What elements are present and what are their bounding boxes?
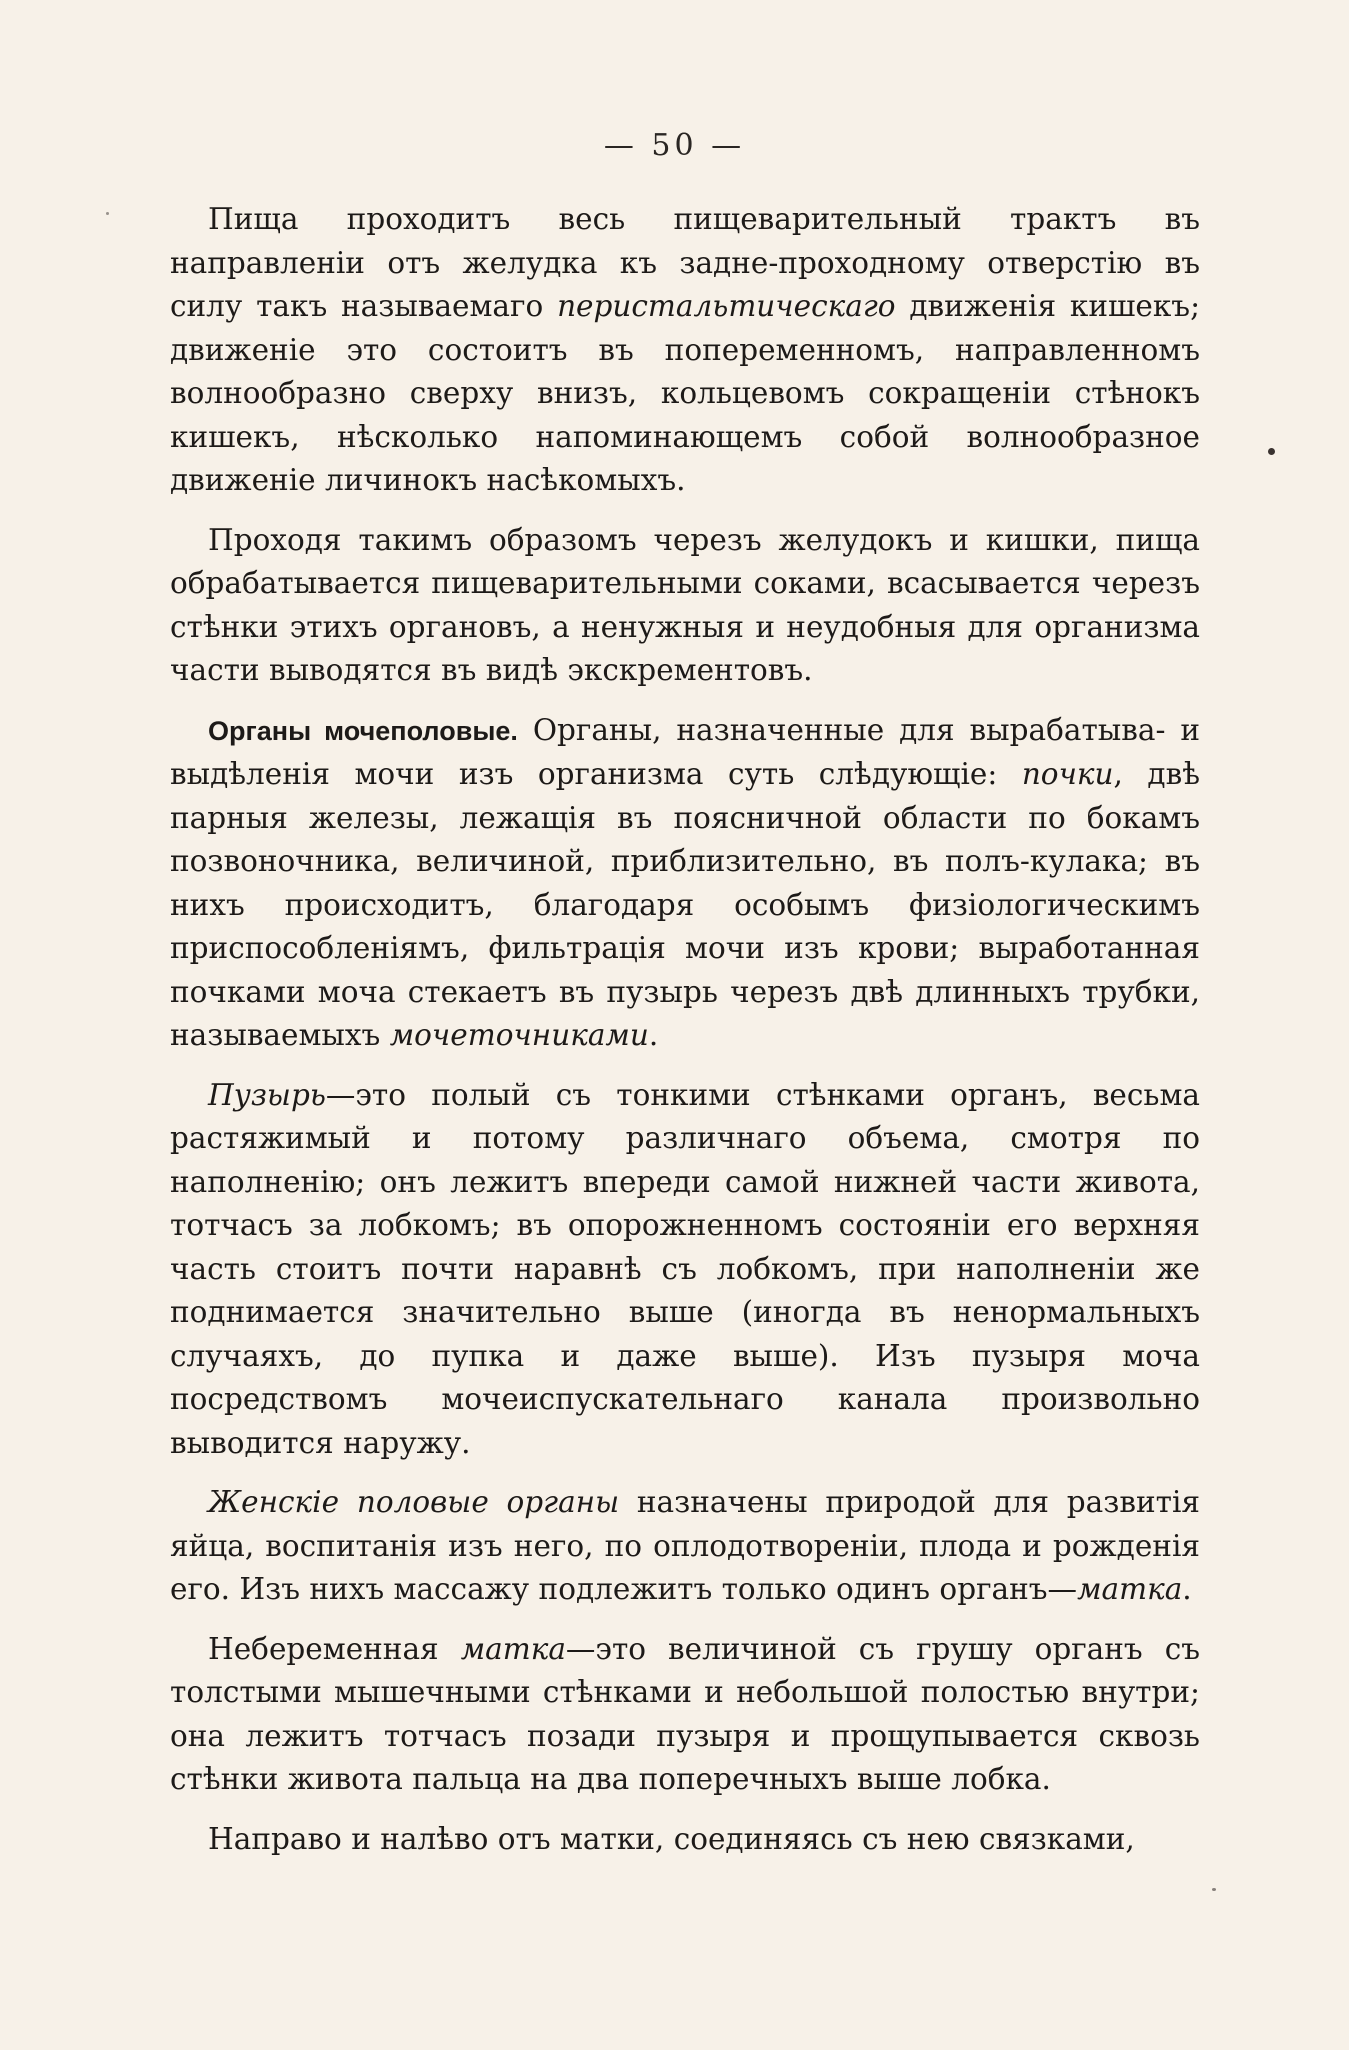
paragraph-continuation: [170, 1818, 1200, 1862]
paragraph-text: Проходя такимъ образомъ черезъ желудокъ и кишки, пища обрабатывается пищеварительными соками, всасывается черезъ стѣнки этихъ органовъ, а ненужныя и неудобныя для организма части выводятся въ видѣ экскрементовъ.: [170, 522, 1200, 687]
page-number: — 50 —: [603, 128, 746, 163]
paragraph-digestion: [170, 198, 1200, 503]
paragraph-urinary-organs: [170, 709, 1200, 1058]
italic-term: матка: [460, 1631, 566, 1666]
paper-speck: [106, 212, 109, 215]
paragraph-text: Небеременная: [208, 1631, 461, 1666]
paragraph-text: , двѣ парныя железы, лежащія въ поясничной области по бокамъ позвоночника, величиной, приблизительно, въ полъ-кулака; въ нихъ происходитъ, благодаря особымъ физіологическимъ приспособленіямъ, фильтрація мочи изъ крови; выработанная почками моча стекаетъ въ пузырь черезъ двѣ длинныхъ трубки, называемыхъ: [170, 757, 1200, 1052]
paper-speck: [1212, 1888, 1216, 1891]
italic-term: матка: [1077, 1572, 1183, 1606]
italic-term: перистальтическаго: [557, 289, 896, 323]
paper-speck: [1268, 448, 1275, 455]
paragraph-text: .: [1182, 1572, 1192, 1606]
paragraph-text: назначены природой для развитія яйца, воспитанія изъ него, по оплодотвореніи, плода и рожденія его. Изъ нихъ массажу подлежитъ только одинъ органъ—: [170, 1485, 1200, 1606]
paragraph-text: —это полый съ тонкими стѣнками органъ, весьма растяжимый и потому различнаго объема, смотря по наполненію; онъ лежитъ впереди самой нижней части живота, тотчасъ за лобкомъ; въ опорожненномъ состояніи его верхняя часть стоитъ почти наравнѣ съ лобкомъ, при наполненіи же поднимается значительно выше (иногда въ ненормальныхъ случаяхъ, до пупка и даже выше). Изъ пузыря моча посредствомъ мочеиспускательнаго канала произвольно выводится наружу.: [170, 1077, 1200, 1460]
section-heading: Органы мочеполовые.: [208, 715, 518, 746]
italic-term: Женскіе половые органы: [208, 1485, 620, 1519]
paragraph-text: Органы, назначенные для вырабатыва- и выдѣленія мочи изъ организма суть слѣдующіе:: [170, 712, 1200, 791]
italic-term: мочеточниками: [389, 1018, 649, 1052]
paragraph-text: —это величиной съ грушу органъ съ толстыми мышечными стѣнками и небольшой полостью внутри; она лежитъ тотчасъ позади пузыря и прощупывается сквозь стѣнки живота пальца на два поперечныхъ выше лобка.: [170, 1631, 1200, 1796]
italic-term: почки: [1021, 757, 1114, 791]
body-text: [170, 198, 1200, 1877]
paragraph-absorption: [170, 519, 1200, 693]
paragraph-text: движенія кишекъ; движеніе это состоитъ въ попеременномъ, направленномъ волнообразно сверху внизъ, кольцевомъ сокращеніи стѣнокъ кишекъ, нѣсколько напоминающемъ собой волнообразное движеніе личинокъ насѣкомыхъ.: [170, 289, 1201, 497]
paragraph-bladder: [170, 1074, 1200, 1466]
paragraph-uterus: [170, 1628, 1200, 1802]
paragraph-text: .: [648, 1018, 659, 1052]
paragraph-text: Направо и налѣво отъ матки, соединяясь съ нею связками,: [208, 1821, 1135, 1856]
paragraph-female-organs: [170, 1481, 1200, 1612]
italic-term: Пузырь: [208, 1077, 326, 1112]
paragraph-text: Пища проходитъ весь пищеварительный трактъ въ направленіи отъ желудка къ задне-проходному отверстію въ силу такъ называемаго: [170, 202, 1200, 323]
